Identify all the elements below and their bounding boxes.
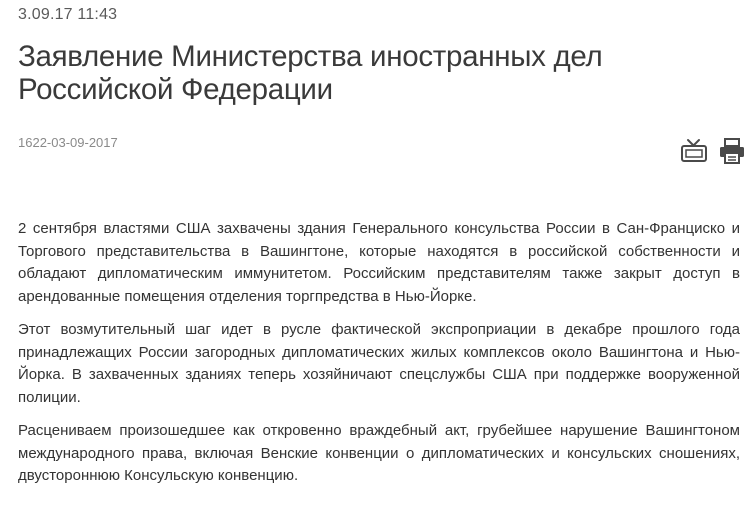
printer-icon[interactable] (718, 138, 744, 164)
paragraph: Этот возмутительный шаг идет в русле фактической экспроприации в декабре прошлого года принадлежащих России загородных дипломатических жилых комплексов около Вашингтона и Нью-Йорка. В захваченных зданиях теперь хозяйничают спецслужбы США при поддержке вооруженной полиции. (18, 321, 740, 406)
paragraph: 2 сентября властями США захвачены здания Генерального консульства России в Сан-Франциско и Торгового представительства в Вашингтоне, которые находятся в российской собственности и обладают дипломатическим иммунитетом. Российским представителям также закрыт доступ в арендованные помещения отделения торгпредства в Нью-Йорке. (18, 220, 740, 305)
tv-icon[interactable] (680, 138, 708, 164)
article-title: Заявление Министерства иностранных дел Российской Федерации (18, 40, 603, 106)
article-body (18, 218, 740, 499)
publish-datetime: 3.09.17 11:43 (18, 6, 118, 23)
document-number: 1622-03-09-2017 (18, 135, 118, 150)
article-tools (678, 138, 744, 164)
paragraph: Расцениваем произошедшее как откровенно враждебный акт, грубейшее нарушение Вашингтоном международного права, включая Венские конвенции о дипломатических и консульских сношениях, двустороннюю Консульскую конвенцию. (18, 422, 740, 484)
